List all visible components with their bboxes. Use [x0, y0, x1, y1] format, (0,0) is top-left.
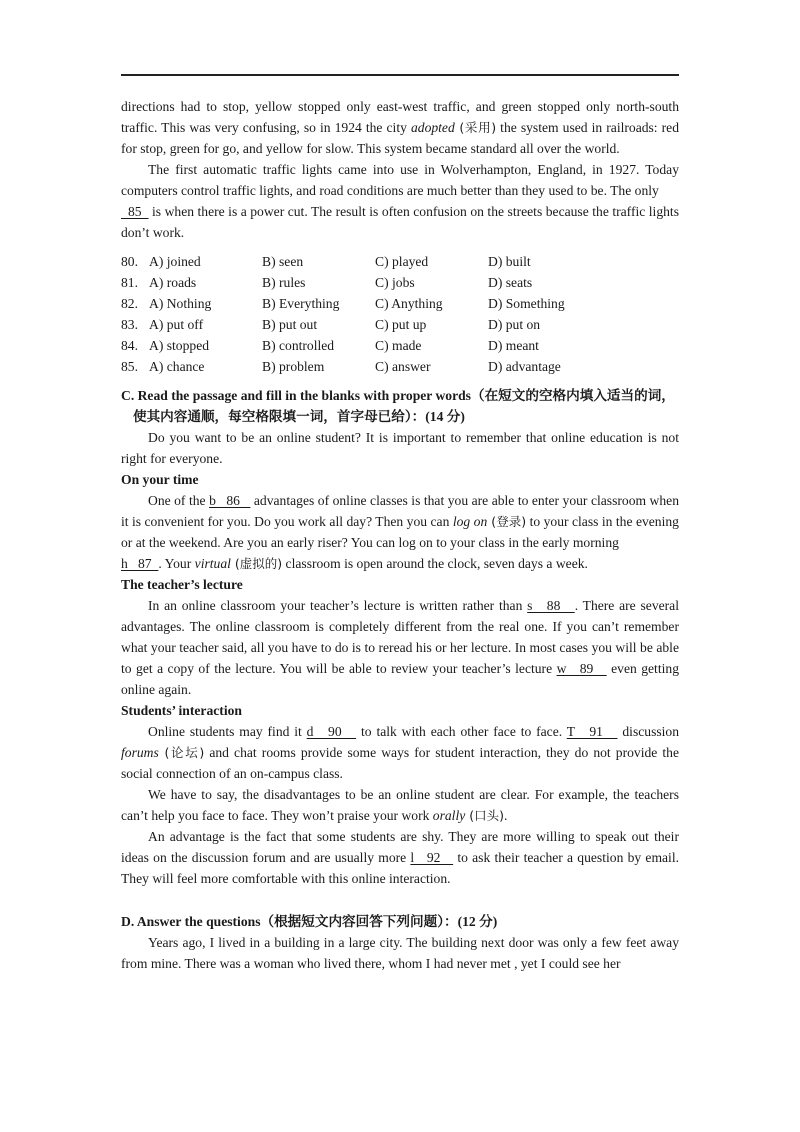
section-c-intro: Do you want to be an online student? It is important to remember that online education is not right for everyone.: [121, 430, 679, 466]
paragraph-automatic-lights-cont: 85 is when there is a power cut. The result is often confusion on the streets because the traffic lights don’t work.: [121, 204, 679, 240]
paragraph-on-your-time: One of the b 86 advantages of online classes is that you are able to enter your classroom when it is convenient for you. Do you work all day? Then you can log on (登录) to your class in the evening or at the weekend. Are you an early riser? You can log on to your class in the early morning: [121, 493, 680, 550]
paragraph-traffic-history: directions had to stop, yellow stopped only east-west traffic, and green stopped only north-south traffic. This was very confusing, so in 1924 the city adopted (采用) the system used in railroads: red for stop, green for go, and yellow for slow. This system became standard all over the world.: [121, 99, 680, 156]
paragraph-automatic-lights: The first automatic traffic lights came into use in Wolverhampton, England, in 1927. Today computers control traffic lights, and road conditions are much better than they used to be. The only: [121, 162, 679, 198]
option-row-85: 85. A) chance B) problem C) answer D) advantage: [121, 359, 561, 374]
blank-91: T 91: [566, 724, 618, 739]
paragraph-on-your-time-cont: h 87 . Your virtual (虚拟的) classroom is open around the clock, seven days a week.: [121, 556, 588, 571]
subheading-students-interaction: Students’ interaction: [121, 703, 242, 718]
blank-85: 85: [121, 204, 149, 219]
blank-90: d 90: [306, 724, 357, 739]
option-row-80: 80. A) joined B) seen C) played D) built: [121, 254, 531, 269]
page-content: [121, 96, 679, 974]
blank-86: b 86: [209, 493, 251, 508]
option-row-84: 84. A) stopped B) controlled C) made D) meant: [121, 338, 539, 353]
subheading-on-your-time: On your time: [121, 472, 199, 487]
section-c-heading: C. Read the passage and fill in the blanks with proper words（在短文的空格内填入适当的词， 使其内容通顺，每空格限填一词，首字母已给）：(14 分): [121, 388, 675, 424]
paragraph-students-interaction: Online students may find it d 90 to talk with each other face to face. T 91 discussion forums (论坛) and chat rooms provide some ways for student interaction, they do not provide the social connection of an on-campus class.: [121, 724, 680, 781]
section-d-heading: D. Answer the questions（根据短文内容回答下列问题）：(12 分): [121, 914, 498, 929]
option-row-82: 82. A) Nothing B) Everything C) Anything D) Something: [121, 296, 565, 311]
paragraph-section-d: Years ago, I lived in a building in a large city. The building next door was only a few feet away from mine. There was a woman who lived there, whom I had never met , yet I could see her: [121, 935, 679, 971]
paragraph-disadvantages: We have to say, the disadvantages to be an online student are clear. For example, the teachers can’t help you face to face. They won’t praise your work orally (口头).: [121, 787, 679, 823]
blank-87: h 87: [121, 556, 159, 571]
subheading-teachers-lecture: The teacher’s lecture: [121, 577, 243, 592]
paragraph-shy-students: An advantage is the fact that some students are shy. They are more willing to speak out their ideas on the discussion forum and are usually more l 92 to ask their teacher a question by email. They will feel more comfortable with this online interaction.: [121, 829, 679, 886]
option-row-83: 83. A) put off B) put out C) put up D) put on: [121, 317, 541, 332]
blank-92: l 92: [410, 850, 454, 865]
blank-88: s 88: [527, 598, 575, 613]
options-list: [121, 251, 679, 377]
blank-89: w 89: [556, 661, 607, 676]
option-row-81: 81. A) roads B) rules C) jobs D) seats: [121, 275, 533, 290]
paragraph-teachers-lecture: In an online classroom your teacher’s lecture is written rather than s 88 . There are several advantages. The online classroom is completely different from the real one. If you can’t remember what your teacher said, all you have to do is to reread his or her lecture. In most cases you will be able to get a copy of the lecture. You will be able to review your teacher’s lecture w 89 even getting online again.: [121, 598, 679, 697]
header-rule: [121, 74, 679, 76]
